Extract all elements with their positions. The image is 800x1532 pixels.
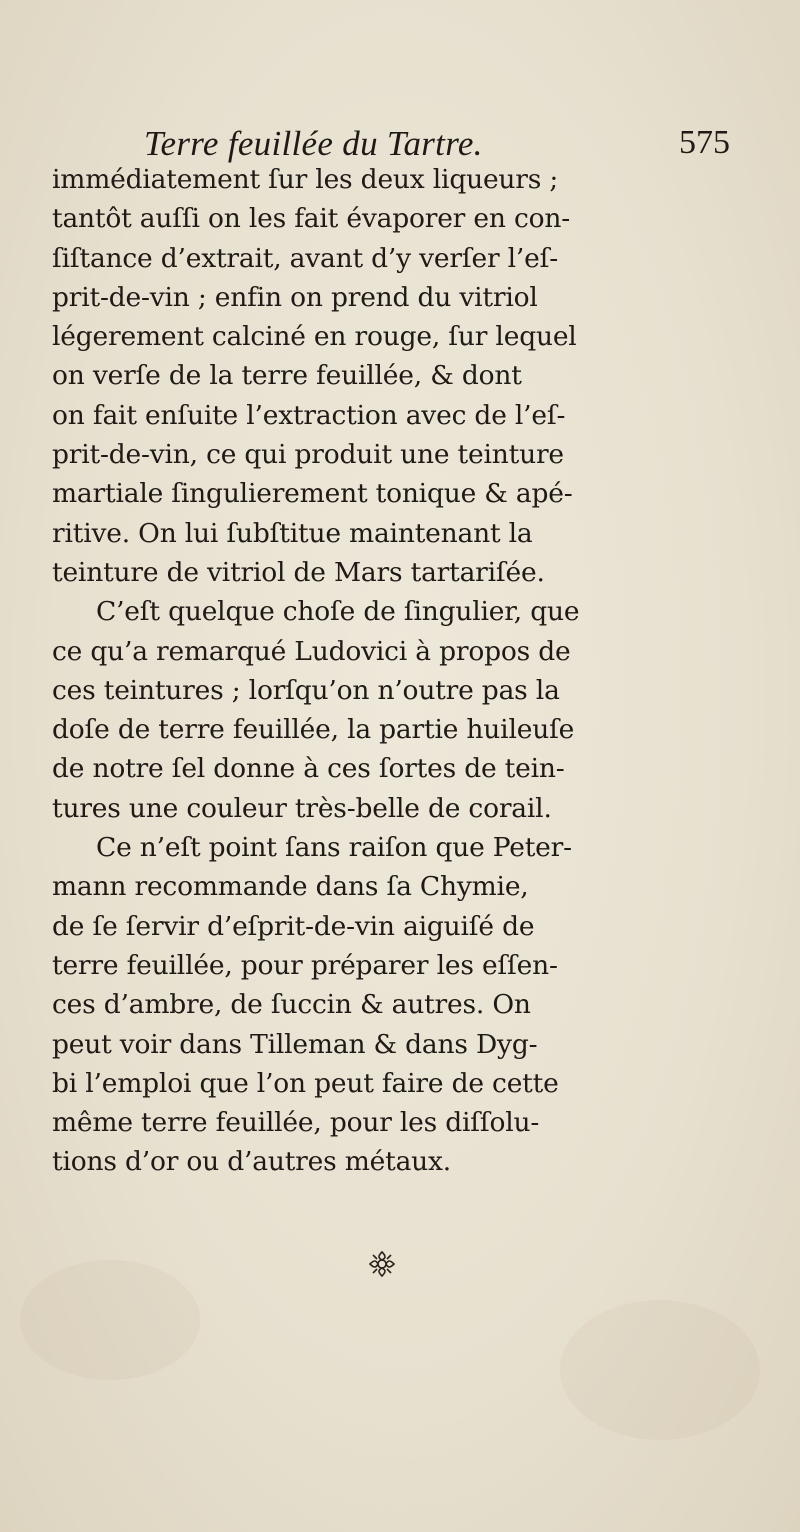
text-line: même terre feuillée, pour les diſſolu-: [52, 1107, 540, 1139]
text-line: terre feuillée, pour préparer les eſſen-: [52, 949, 558, 981]
paper-stain: [560, 1300, 760, 1440]
text-line: martiale ſingulierement tonique & apé-: [52, 478, 573, 510]
text-line: ce qu’a remarqué Ludovici à propos de: [52, 635, 571, 667]
text-line: tantôt auſſi on les fait évaporer en con-: [52, 203, 570, 235]
text-line: ces d’ambre, de ſuccin & autres. On: [52, 989, 531, 1021]
text-line: teinture de vitriol de Mars tartariſée.: [52, 556, 545, 588]
text-line: mann recommande dans ſa Chymie,: [52, 871, 529, 903]
text-line: tions d’or ou d’autres métaux.: [52, 1146, 452, 1178]
text-line: peut voir dans Tilleman & dans Dyg-: [52, 1028, 538, 1060]
text-line: ritive. On lui ſubſtitue maintenant la: [52, 517, 533, 549]
text-line: légerement calciné en rouge, ſur lequel: [52, 321, 577, 353]
text-line: immédiatement ſur les deux liqueurs ;: [52, 164, 559, 195]
text-line: C’eſt quelque choſe de ſingulier, que: [96, 596, 580, 628]
text-line: ces teintures ; lorſqu’on n’outre pas la: [52, 674, 560, 706]
body-text: [52, 160, 742, 1182]
text-line: on fait enſuite l’extraction avec de l’eſ-: [52, 399, 566, 431]
text-line: ſiſtance d’extrait, avant d’y verſer l’eſ-: [52, 242, 558, 274]
paper-stain: [20, 1260, 200, 1380]
running-title: Terre feuillée du Tartre.: [144, 124, 483, 163]
text-line: tures une couleur très-belle de corail.: [52, 792, 552, 824]
text-line: on verſe de la terre feuillée, & dont: [52, 360, 522, 392]
page-number: 575: [679, 124, 730, 161]
text-line: Ce n’eſt point ſans raiſon que Peter-: [96, 832, 572, 864]
text-line: bi l’emploi que l’on peut faire de cette: [52, 1067, 559, 1099]
text-line: de notre ſel donne à ces ſortes de tein-: [52, 753, 565, 785]
text-line: de ſe ſervir d’eſprit-de-vin aiguiſé de: [52, 910, 535, 942]
fleuron-ornament-icon: [367, 1249, 397, 1279]
text-line: prit-de-vin, ce qui produit une teinture: [52, 439, 564, 471]
text-line: prit-de-vin ; enfin on prend du vitriol: [52, 281, 538, 313]
text-line: doſe de terre feuillée, la partie huileuſe: [52, 714, 575, 746]
